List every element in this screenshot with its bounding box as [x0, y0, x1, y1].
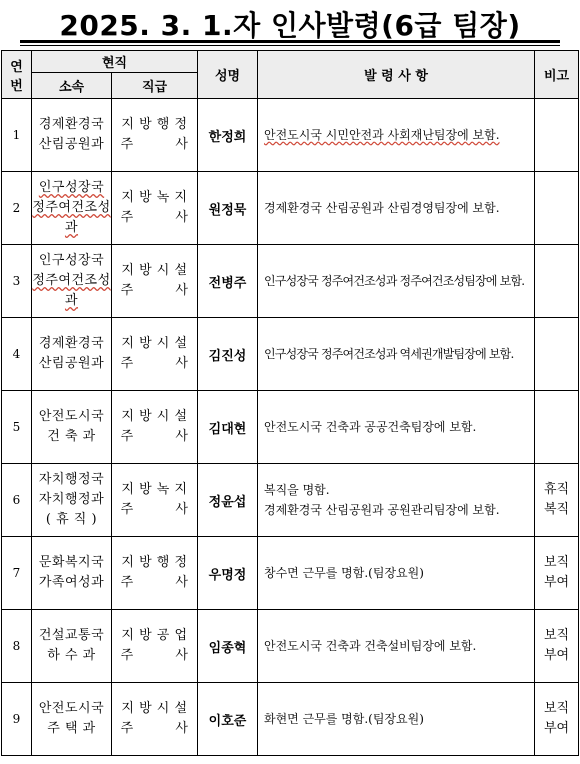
header-name: 성명	[198, 51, 258, 99]
cell-line: 보직	[543, 701, 570, 716]
table-row	[2, 537, 579, 610]
appointment-details	[258, 318, 535, 391]
remark	[535, 464, 579, 537]
current-grade	[112, 172, 198, 245]
table-row	[2, 464, 579, 537]
employee-name: 김대현	[198, 391, 258, 464]
appointment-details	[258, 464, 535, 537]
cell-line: 주 사	[120, 429, 189, 444]
current-dept	[32, 172, 112, 245]
current-grade	[112, 464, 198, 537]
current-dept	[32, 318, 112, 391]
cell-line: 건 축 과	[47, 429, 96, 444]
cell-line: 주 사	[120, 283, 189, 298]
cell-line: 지 방 녹 지	[121, 190, 188, 205]
employee-name: 정윤섭	[198, 464, 258, 537]
employee-name: 임종혁	[198, 610, 258, 683]
row-number: 7	[2, 537, 32, 610]
employee-name: 원정묵	[198, 172, 258, 245]
table-row	[2, 683, 579, 756]
cell-line: 인구성장국 정주여건조성과 역세권개발팀장에 보함.	[264, 347, 514, 361]
remark	[535, 537, 579, 610]
header-current: 현직	[32, 51, 198, 73]
cell-line: 지 방 시 설	[121, 336, 188, 351]
cell-line: 주 택 과	[47, 721, 96, 736]
row-number: 9	[2, 683, 32, 756]
employee-name: 이호준	[198, 683, 258, 756]
employee-name: 김진성	[198, 318, 258, 391]
cell-line: 주 사	[120, 502, 189, 517]
cell-line: 화현면 근무를 명함.(팀장요원)	[264, 712, 424, 726]
row-number: 6	[2, 464, 32, 537]
cell-line: 복직	[543, 502, 570, 517]
header-num	[2, 51, 32, 99]
cell-line: 지 방 행 정	[121, 117, 188, 132]
table-row	[2, 99, 579, 172]
current-dept	[32, 99, 112, 172]
cell-line: 주 사	[120, 648, 189, 663]
cell-line: 지 방 시 설	[121, 263, 188, 278]
cell-line: 가족여성과	[38, 575, 105, 590]
appointment-details	[258, 245, 535, 318]
current-grade	[112, 99, 198, 172]
table-row	[2, 391, 579, 464]
cell-line: 주 사	[120, 721, 189, 736]
employee-name: 전병주	[198, 245, 258, 318]
cell-line: 정주여건조성과	[32, 200, 111, 235]
remark	[535, 318, 579, 391]
cell-line: 지 방 행 정	[121, 555, 188, 570]
employee-name: 우명정	[198, 537, 258, 610]
remark	[535, 683, 579, 756]
title-underline-thick	[20, 40, 560, 43]
cell-line: 경제환경국 산림공원과 공원관리팀장에 보함.	[264, 503, 500, 517]
header-note: 비고	[535, 51, 579, 99]
cell-line: 인구성장국	[38, 180, 105, 195]
table-row	[2, 318, 579, 391]
row-number: 4	[2, 318, 32, 391]
header-grade: 직급	[112, 73, 198, 99]
header-num-char: 연	[10, 59, 23, 75]
cell-line: 부여	[543, 721, 570, 736]
cell-line: 휴직	[543, 482, 570, 497]
cell-line: 주 사	[120, 575, 189, 590]
cell-line: 경제환경국 산림공원과 산림경영팀장에 보함.	[264, 201, 500, 215]
current-grade	[112, 318, 198, 391]
title-underline-thin	[20, 45, 560, 46]
remark	[535, 172, 579, 245]
cell-line: 하 수 과	[47, 648, 96, 663]
cell-line: 복직을 명함.	[264, 483, 330, 497]
appointment-details	[258, 172, 535, 245]
row-number: 5	[2, 391, 32, 464]
current-dept	[32, 610, 112, 683]
title-area	[0, 0, 580, 48]
current-grade	[112, 245, 198, 318]
current-grade	[112, 683, 198, 756]
current-dept	[32, 537, 112, 610]
row-number: 1	[2, 99, 32, 172]
cell-line: 지 방 공 업	[121, 628, 188, 643]
cell-line: 주 사	[120, 210, 189, 225]
cell-line: 인구성장국	[38, 253, 105, 268]
table-row	[2, 172, 579, 245]
current-dept	[32, 683, 112, 756]
employee-name: 한정희	[198, 99, 258, 172]
personnel-table	[1, 50, 579, 756]
header-num-char: 번	[10, 78, 23, 94]
cell-line: 안전도시국 건축과 건축설비팀장에 보함.	[264, 639, 477, 653]
remark	[535, 610, 579, 683]
cell-line: 문화복지국	[38, 555, 105, 570]
current-dept	[32, 391, 112, 464]
header-num-label	[2, 56, 31, 94]
appointment-details	[258, 683, 535, 756]
cell-line: 산림공원과	[38, 356, 105, 371]
cell-line: 지 방 시 설	[121, 701, 188, 716]
table-row	[2, 245, 579, 318]
appointment-details	[258, 99, 535, 172]
cell-line: 창수면 근무를 명함.(팀장요원)	[264, 566, 424, 580]
current-grade	[112, 610, 198, 683]
cell-line: 보직	[543, 555, 570, 570]
row-number: 3	[2, 245, 32, 318]
cell-line: 지 방 시 설	[121, 409, 188, 424]
cell-line: 안전도시국	[38, 409, 105, 424]
current-dept	[32, 245, 112, 318]
cell-line: 부여	[543, 575, 570, 590]
appointment-details	[258, 391, 535, 464]
cell-line: 자치행정과	[38, 492, 105, 507]
table-row	[2, 610, 579, 683]
cell-line: 경제환경국	[38, 336, 105, 351]
current-dept	[32, 464, 112, 537]
remark	[535, 99, 579, 172]
appointment-details	[258, 610, 535, 683]
cell-line: 안전도시국	[38, 701, 105, 716]
cell-line: 자치행정국	[38, 472, 105, 487]
cell-line: 경제환경국	[38, 117, 105, 132]
remark	[535, 391, 579, 464]
header-order: 발 령 사 항	[258, 51, 535, 99]
cell-line: 인구성장국 정주여건조성과 정주여건조성팀장에 보함.	[264, 274, 525, 288]
cell-line: 지 방 녹 지	[121, 482, 188, 497]
current-grade	[112, 391, 198, 464]
appointment-details	[258, 537, 535, 610]
current-grade	[112, 537, 198, 610]
cell-line: 보직	[543, 628, 570, 643]
cell-line: 산림공원과	[38, 137, 105, 152]
page-title: 2025. 3. 1.자 인사발령(6급 팀장)	[59, 9, 521, 42]
row-number: 2	[2, 172, 32, 245]
cell-line: 안전도시국 시민안전과 사회재난팀장에 보함.	[264, 128, 500, 142]
cell-line: 안전도시국 건축과 공공건축팀장에 보함.	[264, 420, 477, 434]
remark	[535, 245, 579, 318]
cell-line: ( 휴 직 )	[45, 512, 98, 527]
cell-line: 건설교통국	[38, 628, 105, 643]
cell-line: 정주여건조성과	[32, 273, 111, 308]
cell-line: 주 사	[120, 137, 189, 152]
header-dept: 소속	[32, 73, 112, 99]
cell-line: 부여	[543, 648, 570, 663]
row-number: 8	[2, 610, 32, 683]
cell-line: 주 사	[120, 356, 189, 371]
